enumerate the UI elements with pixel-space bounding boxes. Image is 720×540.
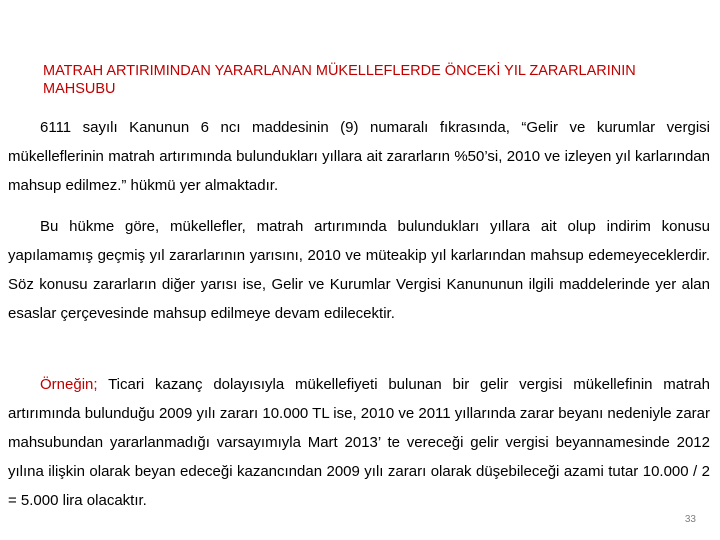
- paragraph-explanation: Bu hükme göre, mükellefler, matrah artırımında bulundukları yıllara ait olup indirim konusu yapılamamış geçmiş yıl zararlarının yarısını, 2010 ve müteakip yıl karlarından mahsup edemeyeceklerdir. Söz konusu zararların diğer yarısı ise, Gelir ve Kurumlar Vergisi Kanununun ilgili maddelerinde yer alan esaslar çerçevesinde mahsup edilmeye devam edilecektir.: [8, 218, 710, 322]
- page-number: 33: [684, 514, 696, 525]
- paragraph-example: [8, 370, 710, 515]
- slide-title: MATRAH ARTIRIMINDAN YARARLANAN MÜKELLEFLERDE ÖNCEKİ YIL ZARARLARININ MAHSUBU: [43, 63, 636, 97]
- paragraph-law-provision: 6111 sayılı Kanunun 6 ncı maddesinin (9) numaralı fıkrasında, “Gelir ve kurumlar vergisi mükelleflerinin matrah artırımında bulundukları yıllara ait zararların %50’si, 2010 ve izleyen yıl karlarından mahsup edilmez.” hükmü yer almaktadır.: [8, 119, 710, 194]
- example-body: Ticari kazanç dolayısıyla mükellefiyeti bulunan bir gelir vergisi mükellefinin matrah artırımında bulunduğu 2009 yılı zararı 10.000 TL ise, 2010 ve 2011 yıllarında zarar beyanı nedeniyle zarar mahsubundan yararlanmadığı varsayımıyla Mart 2013’ te vereceği gelir vergisi beyannamesinde 2012 yılına ilişkin olarak beyan edeceği kazancından 2009 yılı zararı olarak düşebileceği azami tutar 10.000 / 2 = 5.000 lira olacaktır.: [8, 376, 710, 509]
- example-label: Örneğin;: [40, 376, 98, 393]
